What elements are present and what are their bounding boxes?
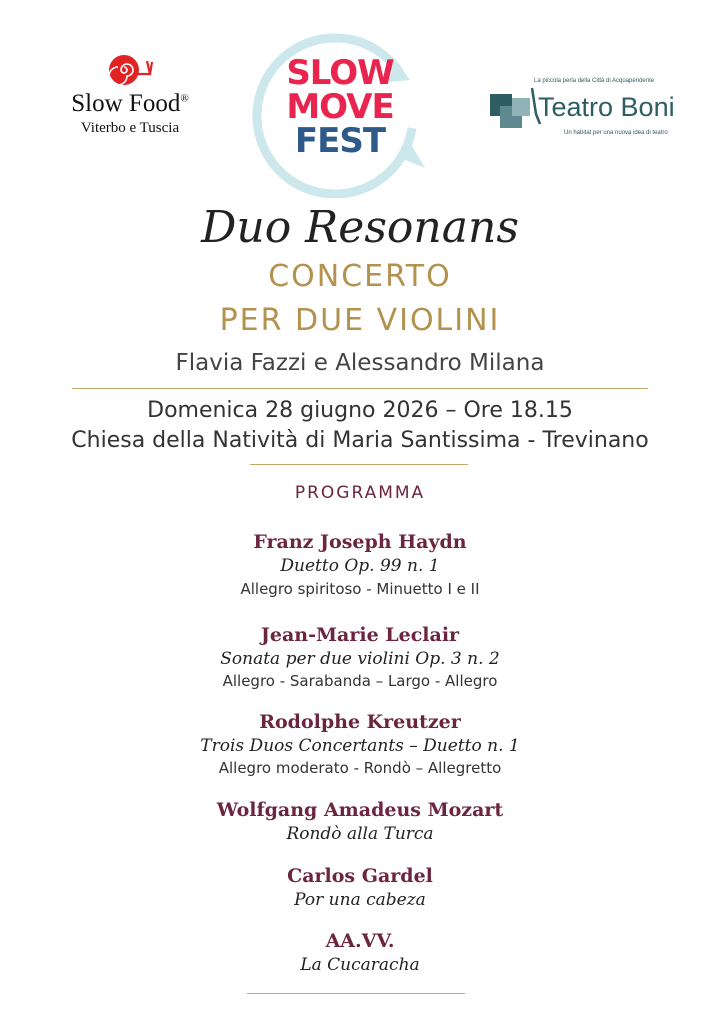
- composer-name: Franz Joseph Haydn: [253, 531, 467, 553]
- smf-line1: SLOW: [286, 53, 394, 93]
- program-item: [0, 799, 720, 844]
- composer-name: Carlos Gardel: [287, 865, 433, 887]
- program-item: [0, 930, 720, 975]
- event-date-time: Domenica 28 giugno 2026 – Ore 18.15: [147, 398, 573, 423]
- program-item: [0, 624, 720, 690]
- movements: Allegro moderato - Rondò – Allegretto: [218, 759, 502, 777]
- work-title: Rondò alla Turca: [286, 824, 434, 844]
- slowmovefest-logo: [250, 18, 430, 198]
- movements: Allegro - Sarabanda – Largo - Allegro: [222, 672, 498, 690]
- work-title: Duetto Op. 99 n. 1: [280, 556, 440, 576]
- divider: [72, 388, 648, 389]
- composer-name: Rodolphe Kreutzer: [259, 711, 461, 733]
- program-item: [0, 711, 720, 777]
- work-title: Sonata per due violini Op. 3 n. 2: [220, 649, 500, 669]
- work-title: La Cucaracha: [300, 955, 420, 975]
- teatroboni-logo: [488, 74, 688, 144]
- slowfood-name: Slow Food®: [71, 90, 189, 117]
- smf-line3: FEST: [294, 121, 386, 161]
- program-item: [0, 865, 720, 910]
- divider: [250, 464, 468, 465]
- composer-name: Wolfgang Amadeus Mozart: [216, 799, 504, 821]
- slowfood-subtitle: Viterbo e Tuscia: [80, 120, 180, 136]
- boni-tagline-bottom: Un habitat per una nuova idea di teatro: [564, 130, 668, 136]
- event-title: Duo Resonans: [201, 202, 519, 253]
- work-title: Por una cabeza: [294, 890, 426, 910]
- snail-icon: [106, 52, 154, 88]
- boni-tagline-top: La piccola perla della Città di Acquapendente: [534, 78, 655, 84]
- boni-name: Teatro Boni: [538, 92, 675, 122]
- event-performers: Flavia Fazzi e Alessandro Milana: [175, 350, 545, 376]
- slowfood-logo: [50, 52, 210, 152]
- composer-name: Jean-Marie Leclair: [260, 624, 460, 646]
- movements: Allegro spiritoso - Minuetto I e II: [240, 580, 480, 598]
- program-heading: PROGRAMMA: [294, 483, 426, 503]
- event-subtitle-line2: PER DUE VIOLINI: [219, 303, 501, 338]
- program-item: [0, 531, 720, 598]
- work-title: Trois Duos Concertants – Duetto n. 1: [200, 736, 520, 756]
- divider: [247, 993, 465, 994]
- event-subtitle-line1: CONCERTO: [268, 259, 452, 294]
- event-venue: Chiesa della Natività di Maria Santissima - Trevinano: [71, 428, 649, 453]
- composer-name: AA.VV.: [325, 930, 395, 952]
- smf-line2: MOVE: [286, 87, 394, 127]
